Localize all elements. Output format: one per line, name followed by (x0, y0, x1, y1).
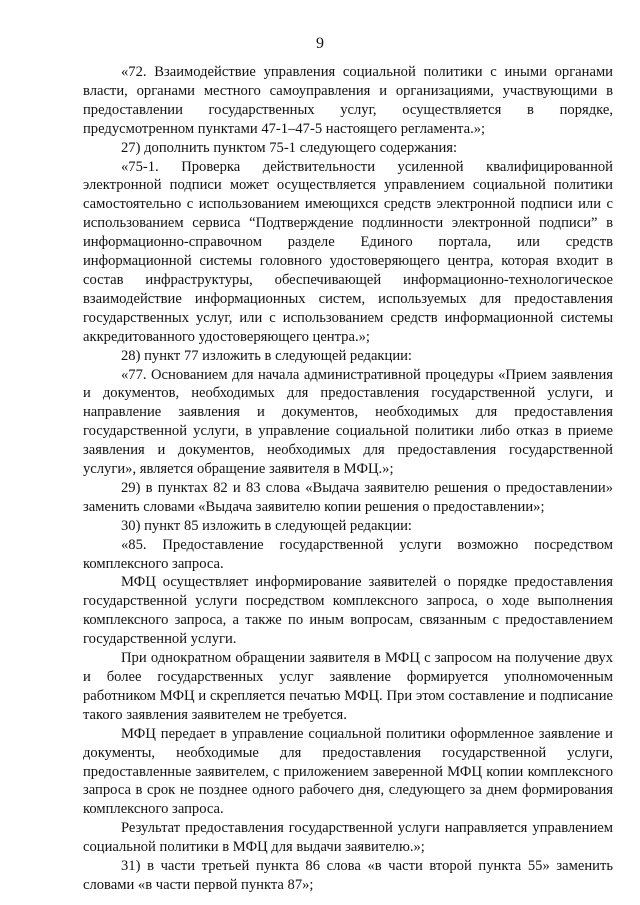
paragraph-mfc-transfer: МФЦ передает в управление социальной политики оформленное заявление и документы, необходимые для предоставления государственной услуги, предоставленные заявителем, с приложением заверенной МФЦ копии комплексного запроса в срок не позднее одного рабочего дня, следующего за днем формирования комплексного запроса. (83, 725, 613, 818)
paragraph-85: «85. Предоставление государственной услуги возможно посредством комплексного запроса. (83, 536, 613, 572)
paragraph-mfc-informing: МФЦ осуществляет информирование заявителей о порядке предоставления государственной услуги посредством комплексного запроса, о ходе выполнения комплексного запроса, а также по иным вопросам, связанным с предоставлением государственной услуги. (83, 574, 613, 648)
paragraph-72: «72. Взаимодействие управления социальной политики с иными органами власти, органами местного самоуправления и организациями, участвующими в предоставлении государственных услуг, осуществляется в порядке, предусмотренном пунктами 47-1–47-5 настоящего регламента.»; (83, 64, 613, 137)
paragraph-single-request: При однократном обращении заявителя в МФЦ с запросом на получение двух и более государственных услуг заявление формируется уполномоченным работником МФЦ и скрепляется печатью МФЦ. При этом составление и подписание такого заявления заявителем не требуется. (83, 650, 613, 723)
page-number: 9 (316, 35, 324, 52)
paragraph-item-28: 28) пункт 77 изложить в следующей редакции: (121, 347, 412, 364)
paragraph-item-31: 31) в части третьей пункта 86 слова «в части второй пункта 55» заменить словами «в части первой пункта 87»; (83, 858, 613, 893)
paragraph-item-30: 30) пункт 85 изложить в следующей редакции: (121, 517, 412, 534)
paragraph-item-27: 27) дополнить пунктом 75-1 следующего содержания: (121, 139, 458, 156)
document-body (83, 63, 613, 895)
paragraph-77: «77. Основанием для начала административной процедуры «Прием заявления и документов, необходимых для предоставления государственной услуги, и направление заявления и документов, необходимых для предоставления государственной услуги, в управление социальной политики либо отказ в приеме заявления и документов, необходимых для предоставления государственной услуги», является обращение заявителя в МФЦ.»; (83, 366, 613, 478)
paragraph-item-29: 29) в пунктах 82 и 83 слова «Выдача заявителю решения о предоставлении» заменить словами «Выдача заявителю копии решения о предоставлении»; (83, 479, 613, 515)
paragraph-75-1: «75-1. Проверка действительности усиленной квалифицированной электронной подписи может осуществляется управлением социальной политики самостоятельно с использованием имеющихся средств электронной подписи или с использованием сервиса “Подтверждение подлинности электронной подписи” в информационно-справочном разделе Единого портала, или средств информационной системы головного удостоверяющего центра, которая входит в состав инфраструктуры, обеспечивающей информационно-технологическое взаимодействие информационных систем, используемых для предоставления государственных услуг, или с использованием средств информационной системы аккредитованного удостоверяющего центра.»; (83, 158, 613, 345)
paragraph-result: Результат предоставления государственной услуги направляется управлением социальной политики в МФЦ для выдачи заявителю.»; (83, 820, 613, 856)
